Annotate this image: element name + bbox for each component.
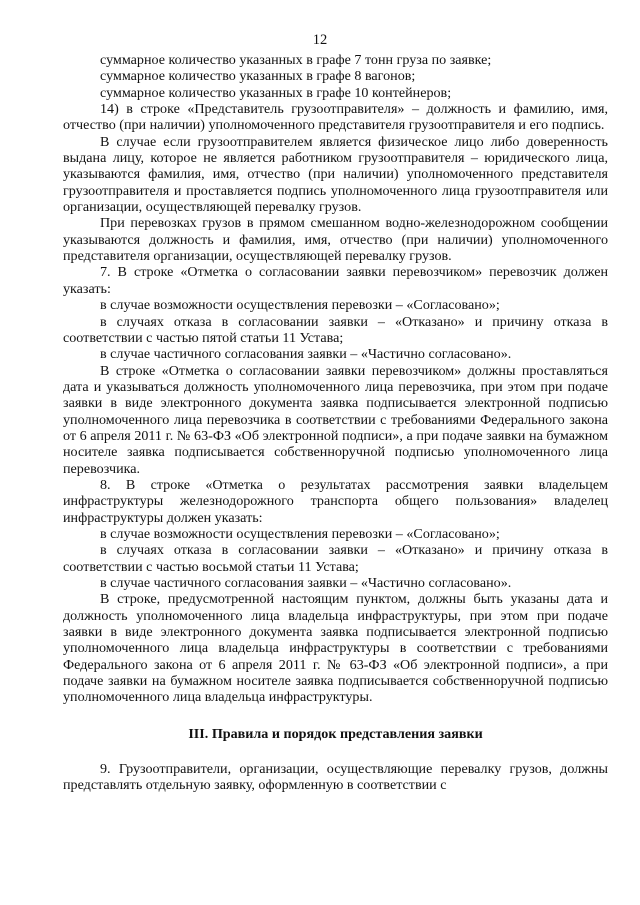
section-heading: III. Правила и порядок представления заявки — [188, 725, 483, 742]
paragraph: в случае возможности осуществления перевозки – «Согласовано»; — [100, 297, 500, 314]
paragraph: суммарное количество указанных в графе 8 вагонов; — [100, 68, 416, 85]
paragraph: При перевозках грузов в прямом смешанном водно-железнодорожном сообщении указываются должность и фамилия, имя, отчество (при наличии) уполномоченного представителя организации, осуществляющей перевалку грузов. — [63, 215, 608, 265]
paragraph: в случае частичного согласования заявки – «Частично согласовано». — [100, 575, 512, 591]
paragraph: в случаях отказа в согласовании заявки – «Отказано» и причину отказа в соответствии с частью восьмой статьи 11 Устава; — [63, 542, 608, 575]
document-body — [63, 52, 608, 794]
paragraph: В случае если грузоотправителем является физическое лицо либо доверенность выдана лицу, которое не является работником грузоотправителя – юридического лица, указываются фамилия, имя, отчество (при наличии) уполномоченного представителя грузоотправителя и проставляется подпись уполномоченного лица грузоотправителя или организации, осуществляющей перевалку грузов. — [63, 133, 608, 216]
paragraph: в случае частичного согласования заявки – «Частично согласовано». — [100, 346, 512, 363]
paragraph: в случаях отказа в согласовании заявки – «Отказано» и причину отказа в соответствии с частью пятой статьи 11 Устава; — [63, 313, 608, 346]
paragraph: В строке, предусмотренной настоящим пунктом, должны быть указаны дата и должность уполномоченного лица владельца инфраструктуры, при этом при подаче заявки в виде электронного документа заявка подписывается электронной подписью уполномоченного лица владельца инфраструктуры в соответствии с требованиями Федерального закона от 6 апреля 2011 г. № 63-ФЗ «Об электронной подписи», а при подаче заявки на бумажном носителе заявка подписывается собственноручной подписью уполномоченного лица владельца инфраструктуры. — [63, 591, 608, 706]
paragraph: 14) в строке «Представитель грузоотправителя» – должность и фамилию, имя, отчество (при наличии) уполномоченного представителя грузоотправителя и его подпись. — [63, 101, 608, 134]
paragraph: В строке «Отметка о согласовании заявки перевозчиком» должны проставляться дата и указываться должность уполномоченного лица перевозчика, при этом при подаче заявки в виде электронного документа заявка подписывается электронной подписью уполномоченного лица перевозчика в соответствии с требованиями Федерального закона от 6 апреля 2011 г. № 63-ФЗ «Об электронной подписи», а при подаче заявки на бумажном носителе заявка подписывается собственноручной подписью уполномоченного лица перевозчика. — [63, 362, 608, 477]
paragraph: в случае возможности осуществления перевозки – «Согласовано»; — [100, 525, 500, 542]
paragraph: 8. В строке «Отметка о результатах рассмотрения заявки владельцем инфраструктуры железнодорожного транспорта общего пользования» владелец инфраструктуры должен указать: — [63, 476, 608, 526]
paragraph: 9. Грузоотправители, организации, осуществляющие перевалку грузов, должны представлять отдельную заявку, оформленную в соответствии с — [63, 761, 608, 794]
page-number: 12 — [312, 32, 328, 48]
paragraph: суммарное количество указанных в графе 7 тонн груза по заявке; — [100, 52, 492, 68]
paragraph: 7. В строке «Отметка о согласовании заявки перевозчиком» перевозчик должен указать: — [63, 264, 608, 297]
paragraph: суммарное количество указанных в графе 10 контейнеров; — [100, 84, 452, 101]
